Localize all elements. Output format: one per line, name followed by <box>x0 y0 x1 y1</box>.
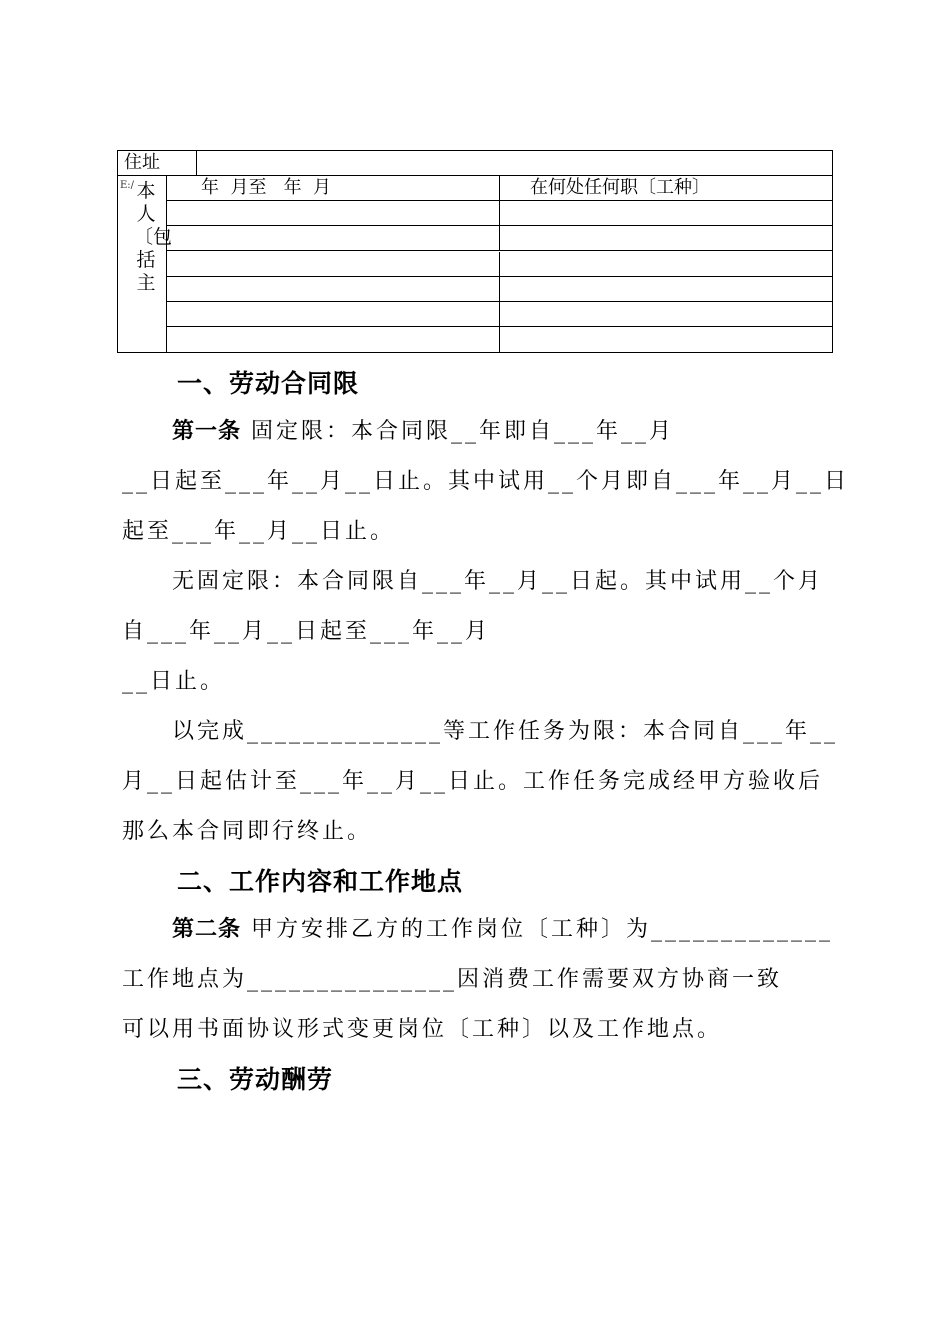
article-label: 第二条 <box>172 917 242 942</box>
article-text: 固定限：本合同限__年即自___年__月 <box>241 419 675 444</box>
table-cell <box>167 327 500 353</box>
paragraph-line: 以完成______________等工作任务为限：本合同自___年__ <box>172 719 839 744</box>
position-column-header: 在何处任何职〔工种〕 <box>530 177 710 198</box>
table-cell <box>500 226 832 250</box>
address-row <box>118 151 832 176</box>
table-cell <box>167 302 500 326</box>
row-header-column <box>118 176 173 353</box>
section-heading-work: 二、工作内容和工作地点 <box>177 867 464 896</box>
table-cell <box>500 327 832 353</box>
paragraph-line: 可以用书面协议形式变更岗位〔工种〕以及工作地点。 <box>122 1017 723 1042</box>
article-2-line <box>172 912 833 943</box>
table-cell <box>500 302 832 326</box>
article-label: 第一条 <box>172 419 242 444</box>
table-row <box>167 226 832 251</box>
vertical-row-label: 本人〔包括主 <box>134 180 173 294</box>
article-1-line <box>172 414 674 445</box>
table-cell <box>167 252 500 276</box>
paragraph-line: 那么本合同即行终止。 <box>122 819 373 844</box>
paragraph-line: 无固定限：本合同限自___年__月__日起。其中试用__个月 <box>172 569 824 594</box>
article-text: 甲方安排乙方的工作岗位〔工种〕为_____________ <box>241 917 834 942</box>
section-heading-term: 一、劳动合同限 <box>177 369 360 398</box>
paragraph-line: __日起至___年__月__日止。其中试用__个月即自___年__月__日 <box>122 469 850 494</box>
period-column-header: 年 月至 年 月 <box>167 176 500 200</box>
table-cell <box>167 201 500 225</box>
address-label: 住址 <box>118 151 197 175</box>
table-cell <box>167 226 500 250</box>
paragraph-line: 自___年__月__日起至___年__月 <box>122 619 491 644</box>
history-grid <box>167 176 832 353</box>
table-row <box>167 201 832 226</box>
table-row <box>167 252 832 277</box>
paragraph-line: __日止。 <box>122 669 226 694</box>
table-header-row <box>167 176 832 201</box>
table-row <box>167 302 832 327</box>
table-row <box>167 327 832 353</box>
clipped-side-label: E:/ <box>120 180 135 191</box>
table-cell <box>500 252 832 276</box>
paragraph-line: 工作地点为_______________因消费工作需要双方协商一致 <box>122 967 783 992</box>
table-cell <box>500 201 832 225</box>
work-history-table <box>117 150 833 353</box>
table-cell <box>500 277 832 301</box>
table-cell <box>167 277 500 301</box>
table-row <box>167 277 832 302</box>
paragraph-line: 起至___年__月__日止。 <box>122 519 396 544</box>
paragraph-line: 月__日起估计至___年__月__日止。工作任务完成经甲方验收后 <box>122 769 824 794</box>
section-heading-pay: 三、劳动酬劳 <box>177 1065 334 1094</box>
